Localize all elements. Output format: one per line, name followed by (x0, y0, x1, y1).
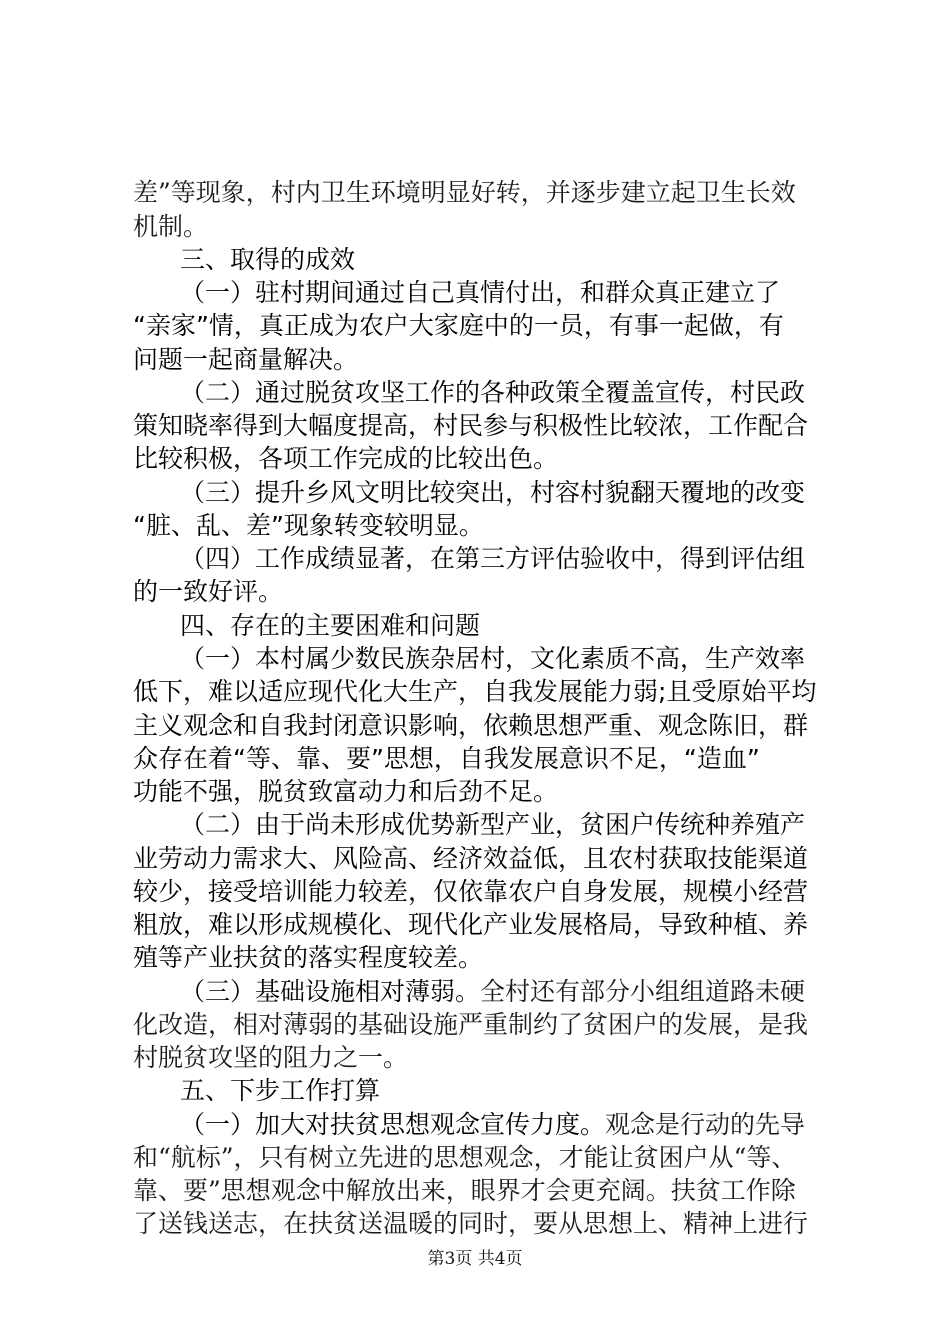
text-line: （二）由于尚未形成优势新型产业，贫困户传统种养殖产 (180, 810, 806, 839)
sentence-bold: （一）加大对扶贫思想观念宣传力度。 (180, 1110, 606, 1139)
text-line: （一）本村属少数民族杂居村，文化素质不高，生产效率 (180, 644, 806, 673)
text-line: 靠、要”思想观念中解放出来，眼界才会更充阔。扶贫工作除 (133, 1176, 796, 1205)
section-heading: 三、取得的成效 (180, 245, 356, 274)
text-line: 村脱贫攻坚的阻力之一。 (133, 1043, 409, 1072)
text-line (180, 975, 833, 1009)
text-line: 差”等现象，村内卫生环境明显好转，并逐步建立起卫生长效 (133, 178, 796, 207)
sentence-bold: （三）基础设施相对薄弱。 (180, 977, 481, 1006)
text-line: 低下，难以适应现代化大生产，自我发展能力弱;且受原始平均 (133, 677, 817, 706)
text-line: 了送钱送志，在扶贫送温暖的同时，要从思想上、精神上进行 (133, 1209, 809, 1238)
text-line: 业劳动力需求大、风险高、经济效益低，且农村获取技能渠道 (133, 844, 809, 873)
text-line: 和“航标”，只有树立先进的思想观念，才能让贫困户从“等、 (133, 1143, 797, 1172)
text-line: 问题一起商量解决。 (133, 345, 359, 374)
text-line: 众存在着“等、靠、要”思想，自我发展意识不足，“造血” (133, 744, 760, 773)
text-line: 比较积极，各项工作完成的比较出色。 (133, 444, 559, 473)
text-line: （二）通过脱贫攻坚工作的各种政策全覆盖宣传，村民政 (180, 378, 806, 407)
sentence-regular: 观念是行动的先导 (605, 1110, 806, 1139)
text-line: 功能不强，脱贫致富动力和后劲不足。 (133, 777, 559, 806)
section-heading: 五、下步工作打算 (180, 1076, 381, 1105)
section-heading: 四、存在的主要困难和问题 (180, 611, 481, 640)
sentence-regular: 全村还有部分小组组道路未硬 (480, 977, 806, 1006)
text-line: 化改造，相对薄弱的基础设施严重制约了贫困户的发展，是我 (133, 1010, 809, 1039)
text-line: 殖等产业扶贫的落实程度较差。 (133, 943, 484, 972)
text-line: 粗放，难以形成规模化、现代化产业发展格局，导致种植、养 (133, 910, 809, 939)
text-line: 机制。 (133, 212, 209, 241)
text-line: “亲家”情，真正成为农户大家庭中的一员，有事一起做，有 (133, 311, 784, 340)
page-footer: 第3页 共4页 (427, 1249, 523, 1269)
text-line (180, 1108, 833, 1142)
text-line: （三）提升乡风文明比较突出，村容村貌翻天覆地的改变 (180, 478, 806, 507)
text-line: 较少，接受培训能力较差，仅依靠农户自身发展，规模小经营 (133, 877, 809, 906)
text-line: （一）驻村期间通过自己真情付出，和群众真正建立了 (180, 278, 781, 307)
text-line: （四）工作成绩显著，在第三方评估验收中，得到评估组 (180, 544, 806, 573)
text-line: 策知晓率得到大幅度提高，村民参与积极性比较浓，工作配合 (133, 411, 809, 440)
text-line: 的一致好评。 (133, 577, 284, 606)
text-line: “脏、乱、差”现象转变较明显。 (133, 511, 484, 540)
text-line: 主义观念和自我封闭意识影响，依赖思想严重、观念陈旧，群 (133, 711, 809, 740)
